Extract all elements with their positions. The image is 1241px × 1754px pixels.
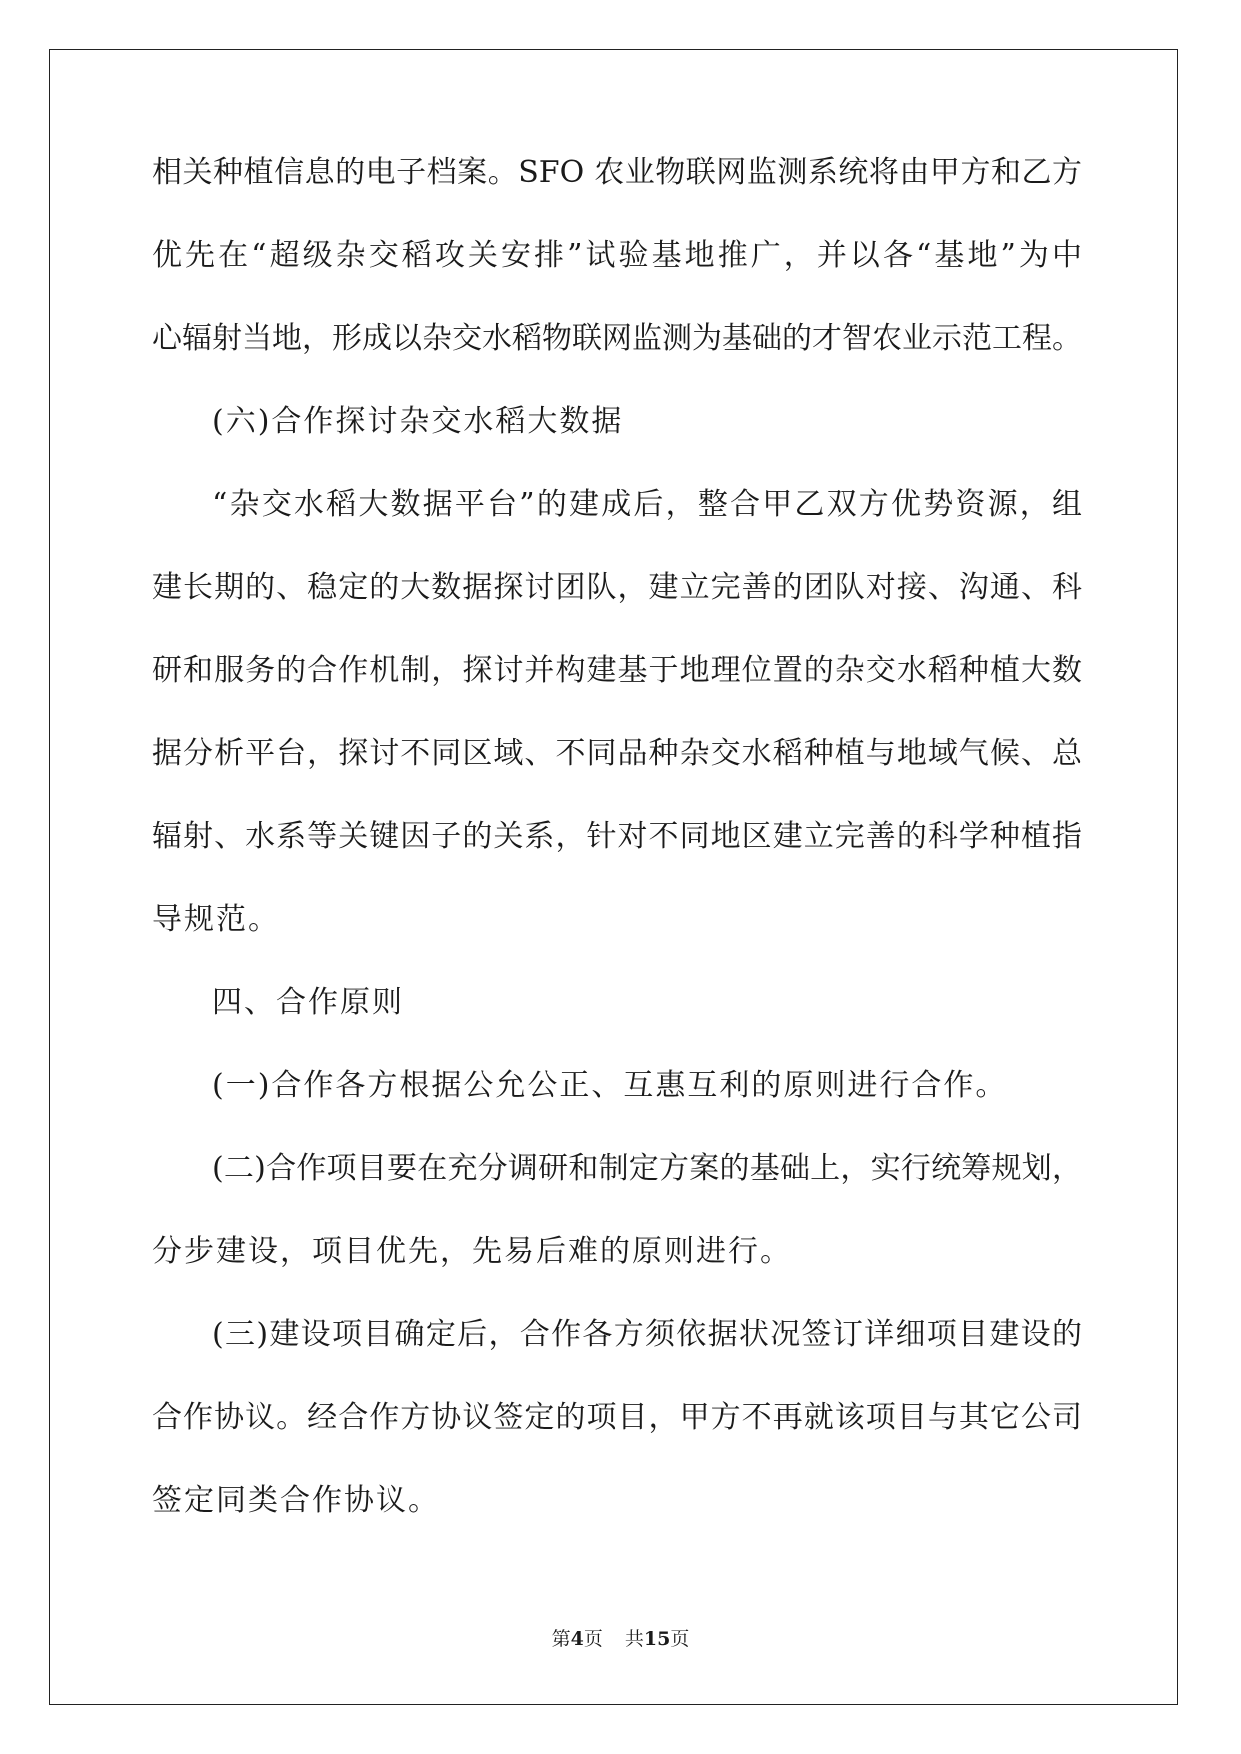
page-suffix: 页 [583,1628,603,1650]
text-line: 心辐射当地，形成以杂交水稻物联网监测为基础的才智农业示范工程。 [152,321,1082,356]
text-line: 据分析平台，探讨不同区域、不同品种杂交水稻种植与地域气候、总 [152,736,1082,771]
total-suffix: 页 [670,1628,690,1650]
text-line: (二)合作项目要在充分调研和制定方案的基础上，实行统筹规划， [212,1151,1082,1186]
text-line: 研和服务的合作机制，探讨并构建基于地理位置的杂交水稻种植大数 [152,653,1082,688]
text-line: 建长期的、稳定的大数据探讨团队，建立完善的团队对接、沟通、科 [152,570,1082,605]
text-line: (六)合作探讨杂交水稻大数据 [212,404,624,439]
text-line: (一)合作各方根据公允公正、互惠互利的原则进行合作。 [212,1068,1008,1103]
text-line: 辐射、水系等关键因子的关系，针对不同地区建立完善的科学种植指 [152,819,1082,854]
total-pages: 15 [643,1628,671,1650]
text-line: 分步建设，项目优先，先易后难的原则进行。 [152,1234,792,1269]
total-prefix: 共 [624,1628,644,1650]
document-body [152,155,1082,1569]
text-line: (三)建设项目确定后，合作各方须依据状况签订详细项目建设的 [212,1317,1082,1352]
text-line: 合作协议。经合作方协议签定的项目，甲方不再就该项目与其它公司 [152,1400,1082,1435]
text-line: 相关种植信息的电子档案。SFO 农业物联网监测系统将由甲方和乙方 [152,155,1082,190]
text-line: 四、合作原则 [212,985,404,1020]
page-footer [0,1624,1241,1651]
page-number: 4 [570,1628,584,1650]
text-line: 签定同类合作协议。 [152,1483,440,1518]
page-prefix: 第 [551,1628,571,1650]
text-line: 导规范。 [152,902,280,937]
text-line: 优先在“超级杂交稻攻关安排”试验基地推广，并以各“基地”为中 [152,238,1082,273]
text-line: “杂交水稻大数据平台”的建成后，整合甲乙双方优势资源，组 [212,487,1082,522]
